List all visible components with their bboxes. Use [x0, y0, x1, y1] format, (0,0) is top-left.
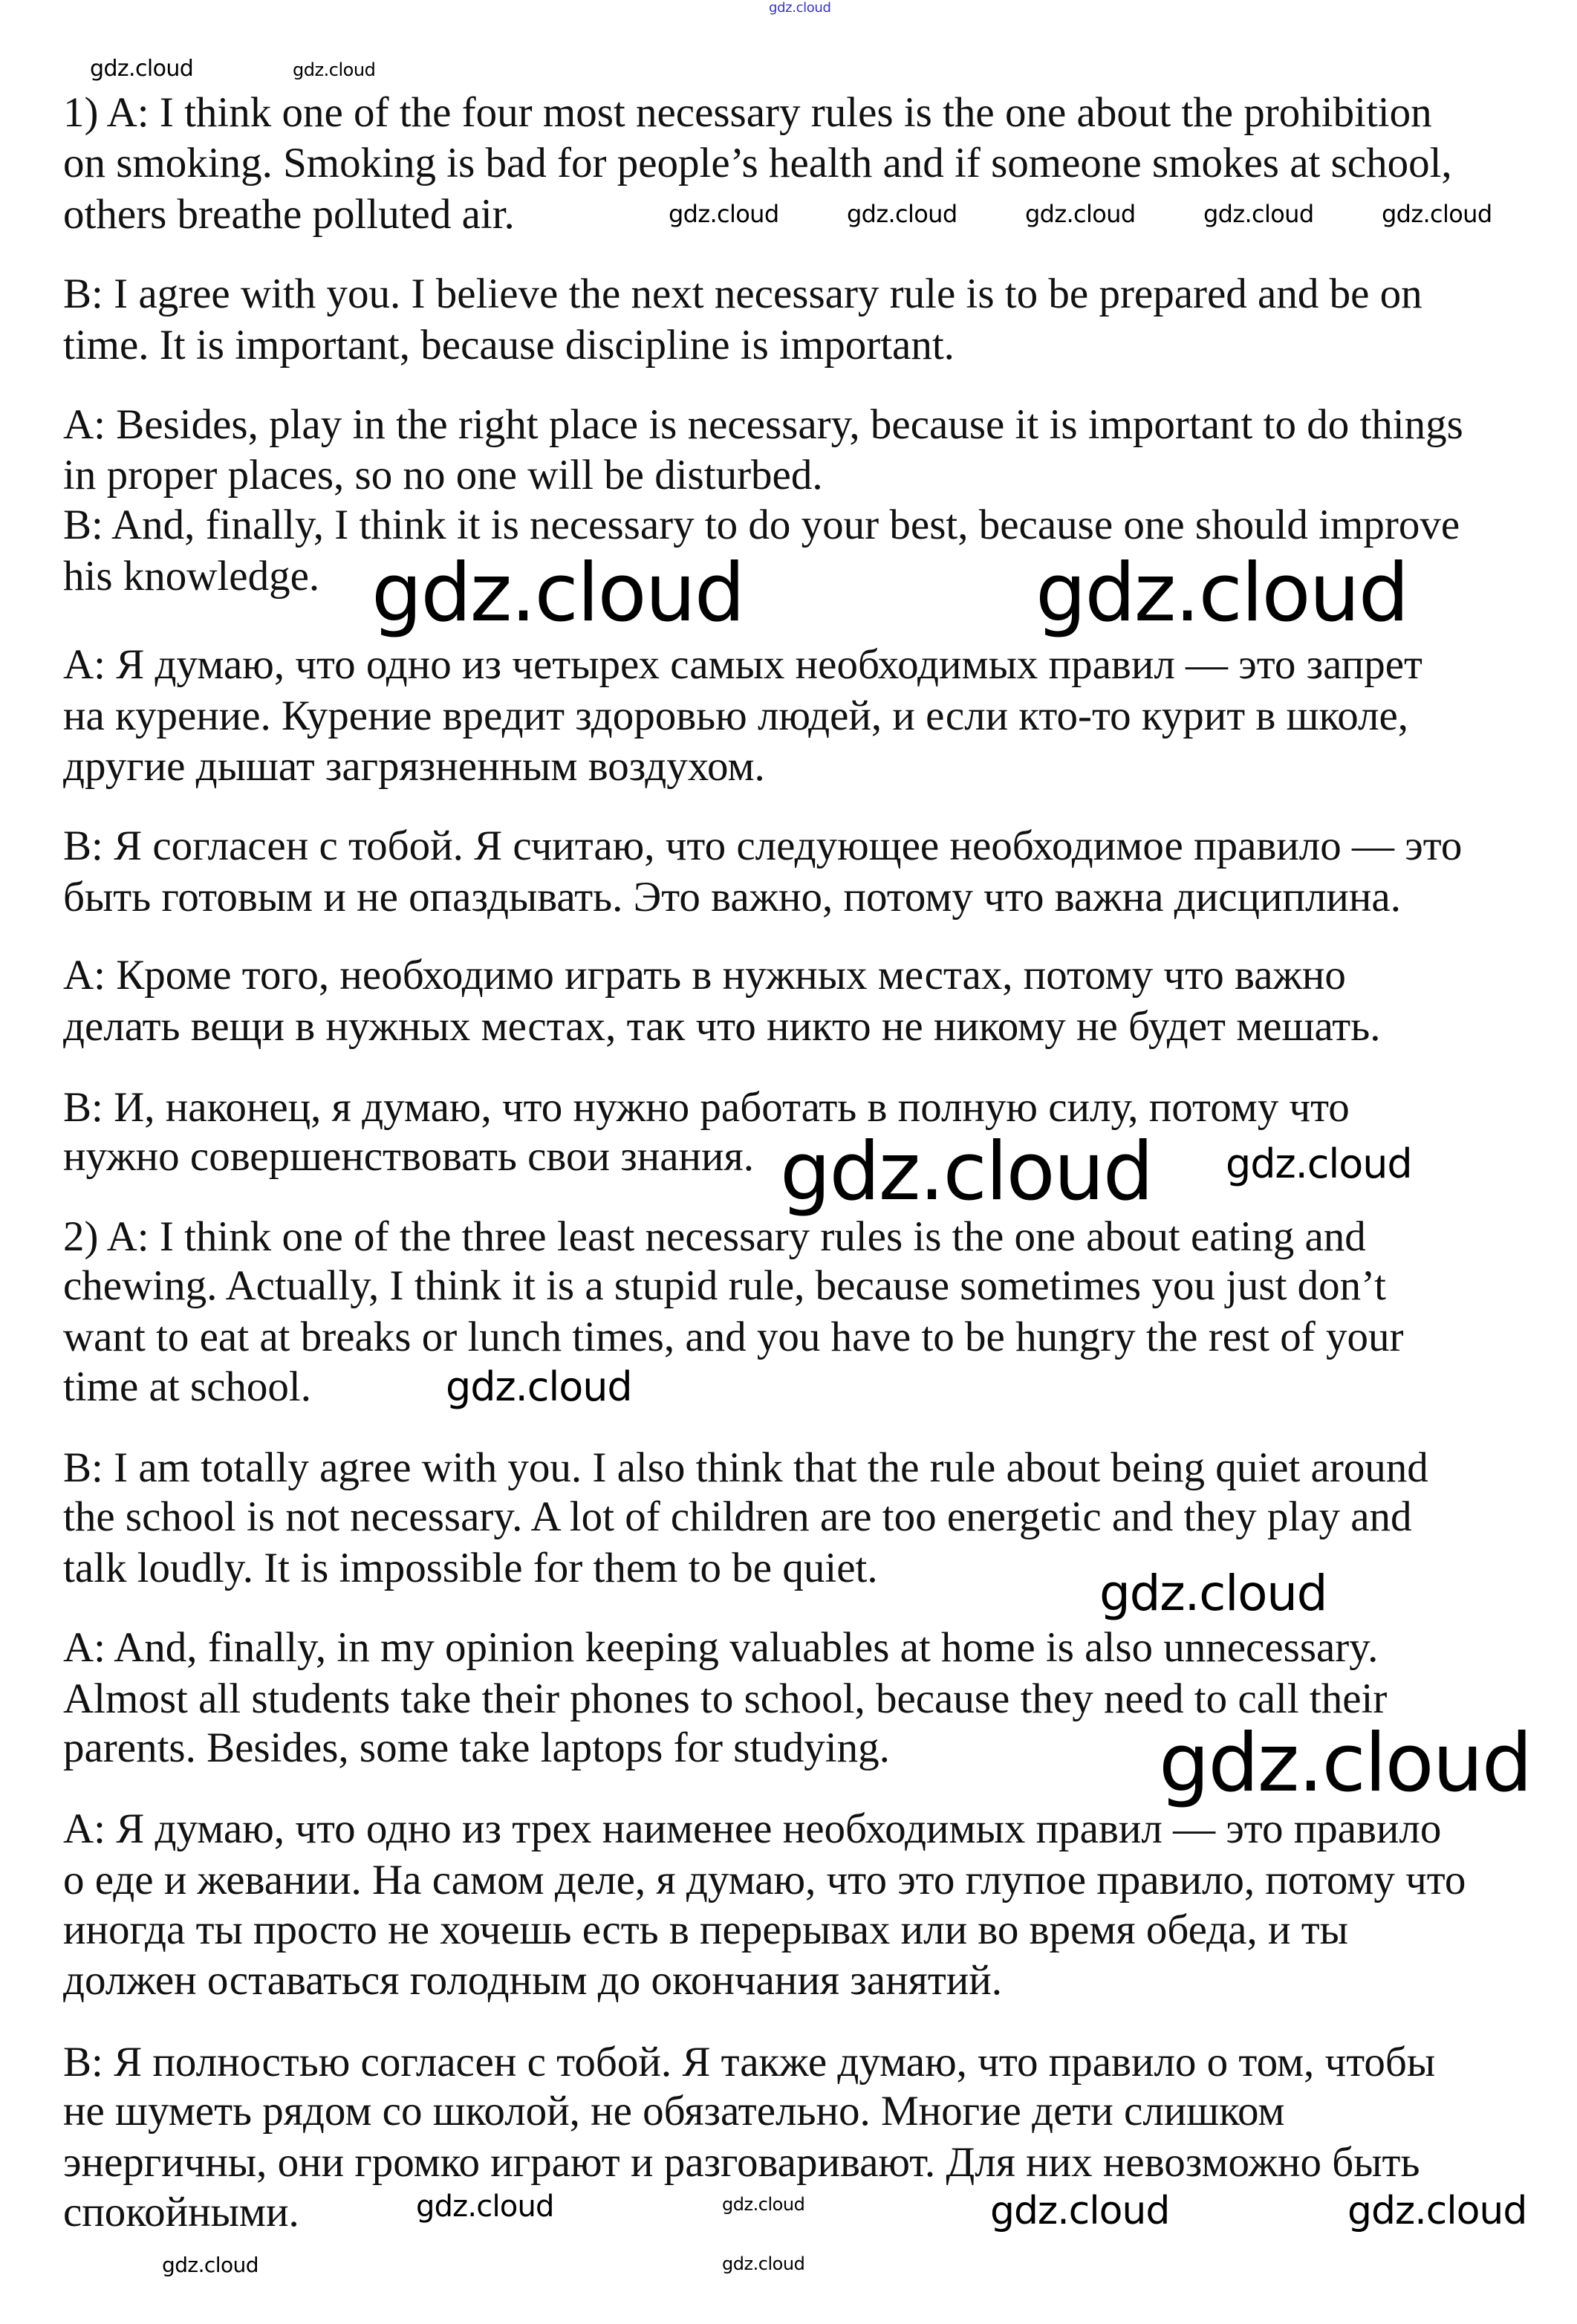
watermark-large: gdz.cloud	[1159, 1717, 1532, 1810]
text-line: другие дышат загрязненным воздухом.	[63, 743, 765, 791]
watermark: gdz.cloud	[1203, 200, 1314, 228]
watermark: gdz.cloud	[990, 2189, 1170, 2233]
watermark: gdz.cloud	[1025, 200, 1136, 228]
text-line: want to eat at breaks or lunch times, and you have to be hungry the rest of your	[63, 1313, 1404, 1360]
text-line: parents. Besides, some take laptops for studying.	[63, 1724, 890, 1772]
watermark: gdz.cloud	[293, 59, 376, 80]
text-line: B: Я согласен с тобой. Я считаю, что следующее необходимое правило — это	[63, 822, 1463, 870]
text-line: A: Я думаю, что одно из трех наименее необходимых правил — это правило	[63, 1805, 1442, 1853]
text-line: не шуметь рядом со школой, не обязательно. Многие дети слишком	[63, 2088, 1285, 2135]
text-line: энергичны, они громко играют и разговаривают. Для них невозможно быть	[63, 2138, 1420, 2186]
watermark: gdz.cloud	[1347, 2189, 1527, 2233]
watermark: gdz.cloud	[1099, 1565, 1327, 1622]
text-line: B: Я полностью согласен с тобой. Я также думаю, что правило о том, чтобы	[63, 2038, 1436, 2086]
text-line: talk loudly. It is impossible for them to be quiet.	[63, 1544, 878, 1591]
text-line: A: Кроме того, необходимо играть в нужных местах, потому что важно	[63, 952, 1346, 999]
text-line: B: И, наконец, я думаю, что нужно работать в полную силу, потому что	[63, 1083, 1350, 1131]
text-line: иногда ты просто не хочешь есть в перерывах или во время обеда, и ты	[63, 1906, 1348, 1953]
text-line: B: I agree with you. I believe the next necessary rule is to be prepared and be on	[63, 270, 1422, 317]
text-line: time. It is important, because discipline is important.	[63, 321, 955, 369]
text-line: A: Я думаю, что одно из четырех самых необходимых правил — это запрет	[63, 640, 1422, 688]
text-line: Almost all students take their phones to school, because they need to call their	[63, 1675, 1388, 1722]
text-line: делать вещи в нужных местах, так что никто не никому не будет мешать.	[63, 1002, 1381, 1050]
watermark: gdz.cloud	[669, 200, 779, 228]
watermark: gdz.cloud	[722, 2253, 805, 2274]
text-line: others breathe polluted air.	[63, 190, 515, 238]
text-line: his knowledge.	[63, 552, 320, 600]
text-line: the school is not necessary. A lot of children are too energetic and they play and	[63, 1493, 1412, 1541]
watermark: gdz.cloud	[847, 200, 957, 228]
watermark: gdz.cloud	[446, 1363, 632, 1410]
watermark: gdz.cloud	[162, 2253, 259, 2277]
text-line: A: Besides, play in the right place is necessary, because it is important to do things	[63, 400, 1463, 448]
text-line: B: And, finally, I think it is necessary to do your best, because one should improve	[63, 502, 1460, 549]
watermark-large: gdz.cloud	[371, 547, 744, 640]
text-line: должен оставаться голодным до окончания занятий.	[63, 1957, 1002, 2005]
text-line: нужно совершенствовать свои знания.	[63, 1133, 755, 1181]
watermark: gdz.cloud	[722, 2194, 805, 2215]
watermark: gdz.cloud	[416, 2190, 554, 2224]
watermark-large: gdz.cloud	[780, 1126, 1153, 1218]
text-line: о еде и жевании. На самом деле, я думаю, что это глупое правило, потому что	[63, 1857, 1466, 1904]
watermark: gdz.cloud	[90, 56, 194, 82]
watermark: gdz.cloud	[1382, 200, 1492, 228]
text-line: быть готовым и не опаздывать. Это важно, потому что важна дисциплина.	[63, 873, 1401, 921]
text-line: 2) A: I think one of the three least necessary rules is the one about eating and	[63, 1213, 1366, 1260]
text-line: time at school.	[63, 1363, 312, 1410]
text-line: A: And, finally, in my opinion keeping valuables at home is also unnecessary.	[63, 1623, 1379, 1671]
text-line: спокойными.	[63, 2188, 299, 2236]
text-line: B: I am totally agree with you. I also think that the rule about being quiet around	[63, 1444, 1428, 1491]
text-line: 1) A: I think one of the four most necessary rules is the one about the prohibition	[63, 88, 1432, 136]
text-line: chewing. Actually, I think it is a stupid rule, because sometimes you just don’t	[63, 1262, 1386, 1310]
text-line: на курение. Курение вредит здоровью людей, и если кто-то курит в школе,	[63, 692, 1409, 739]
text-line: on smoking. Smoking is bad for people’s health and if someone smokes at school,	[63, 140, 1452, 187]
watermark-large: gdz.cloud	[1035, 547, 1408, 640]
text-line: in proper places, so no one will be disturbed.	[63, 452, 823, 499]
watermark: gdz.cloud	[1226, 1140, 1412, 1187]
watermark-top: gdz.cloud	[769, 0, 831, 16]
